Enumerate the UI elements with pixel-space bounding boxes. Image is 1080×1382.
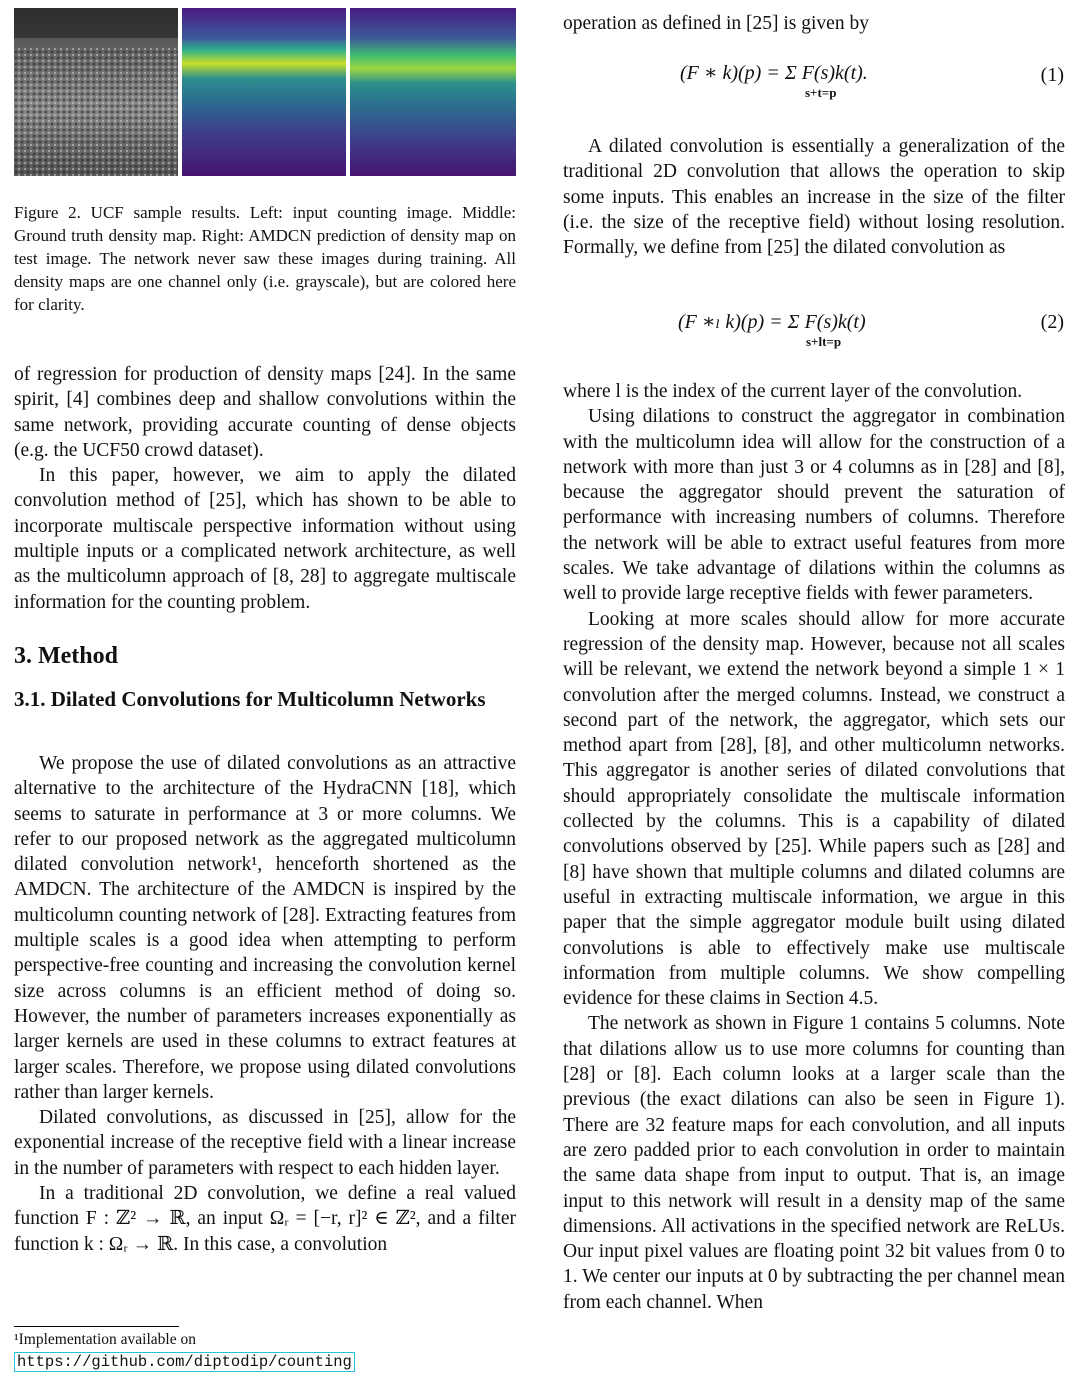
equation-2 (678, 309, 866, 350)
paragraph: of regression for production of density maps [24]. In the same spirit, [4] combines deep and shallow convolutions within the same network, providing accurate counting of dense objects (e.g. the UCF50 crowd dataset). (14, 364, 516, 461)
paragraph: Using dilations to construct the aggregator in combination with the multicolumn idea will allow for the construction of a network with more than just 3 or 4 columns as in [28] and [8], because the aggregator should prevent the saturation of performance with increasing numbers of columns. Therefore the network will be able to extract useful features from more scales. We take advantage of dilations within the columns as well to provide large receptive fields with fewer parameters. (563, 406, 1065, 605)
equation-1-subscript: s+t=p (805, 85, 837, 100)
figure-2 (14, 8, 516, 176)
paragraph: A dilated convolution is essentially a generalization of the traditional 2D convolution that allows the operation to skip some inputs. This enables an increase in the size of the filter (i.e. the size of the receptive field) without losing resolution. Formally, we define from [25] the dilated convolution as (563, 136, 1065, 259)
crowd-input-image (14, 8, 178, 176)
equation-1 (680, 60, 868, 101)
ground-truth-density-map (182, 8, 346, 176)
equation-2-number: (2) (1040, 311, 1064, 333)
equation-2-body: (F ∗ₗ k)(p) = Σ F(s)k(t) (678, 311, 866, 333)
subsection-heading: 3.1. Dilated Convolutions for Multicolumn Networks (14, 687, 486, 711)
equation-1-number: (1) (1040, 64, 1064, 86)
amdcn-prediction-density-map (350, 8, 516, 176)
paragraph: Dilated convolutions, as discussed in [25], allow for the exponential increase of the receptive field with a linear increase in the number of parameters with respect to each hidden layer. (14, 1107, 516, 1179)
paragraph: Looking at more scales should allow for more accurate regression of the density map. However, because not all scales will be relevant, we extend the network beyond a simple 1 × 1 convolution after the merged columns. Instead, we construct a second part of the network, the aggregator, which sets our method apart from [28], [8], and other multicolumn networks. This aggregator is another series of dilated convolutions that should appropriately consolidate the multiscale information collected by the columns. This is a capability of dilated convolutions observed by [25]. While papers such as [28] and [8] have shown that multiple columns and dilated columns are useful in extracting multiscale information, we argue in this paper that the simple aggregator module built using dilated convolutions is able to effectively make use multiscale information from multiple columns. We show compelling evidence for these claims in Section 4.5. (563, 608, 1065, 1010)
equation-1-body: (F ∗ k)(p) = Σ F(s)k(t). (680, 62, 868, 84)
paragraph: The network as shown in Figure 1 contains 5 columns. Note that dilations allow us to use more columns for counting than [28] or [8]. Each column looks at a larger scale than the previous (the exact dilations can also be seen in Figure 1). There are 32 feature maps for each convolution, and all inputs are zero padded prior to each convolution in order to maintain the same data shape from input to output. That is, an image input to this network will result in a density map of the same dimensions. All activations in the specified network are ReLUs. Our input pixel values are floating point 32 bit values from 0 to 1. We center our inputs at 0 by subtracting the per channel mean from each channel. When (563, 1013, 1065, 1313)
paragraph: We propose the use of dilated convolutions as an attractive alternative to the architecture of the HydraCNN [18], which seems to saturate in performance at 3 or more columns. We refer to our proposed network as the aggregated multicolumn dilated convolution network¹, henceforth shortened as the AMDCN. The architecture of the AMDCN is inspired by the multicolumn counting network of [28]. Extracting features from multiple scales is a good idea when attempting to perform perspective-free counting and increasing the convolution kernel size across columns is an efficient method of doing so. However, the number of parameters increases exponentially as larger kernels are used in these columns to extract features at larger scales. Therefore, we propose using dilated convolutions rather than larger kernels. (14, 753, 516, 1103)
footnote-label: ¹Implementation available on (14, 1331, 196, 1348)
figure-caption: Figure 2. UCF sample results. Left: input counting image. Middle: Ground truth density map. Right: AMDCN prediction of density map on test image. The network never saw these images during training. All density maps are one channel only (i.e. grayscale), but are colored here for clarity. (14, 203, 516, 314)
section-heading: 3. Method (14, 643, 118, 669)
footnote (14, 1329, 516, 1373)
footnote-rule (14, 1326, 179, 1327)
equation-2-subscript: s+lt=p (806, 334, 842, 349)
paragraph: In this paper, however, we aim to apply the dilated convolution method of [25], which has shown to be able to incorporate multiscale perspective information without using multiple inputs or a complicated network architecture, as well as the multicolumn approach of [8, 28] to aggregate multiscale information for the counting problem. (14, 465, 516, 613)
paragraph: where l is the index of the current layer of the convolution. (563, 381, 1023, 402)
paragraph: operation as defined in [25] is given by (563, 13, 869, 34)
paragraph: In a traditional 2D convolution, we define a real valued function F : ℤ² → ℝ, an input Ωᵣ = [−r, r]² ∈ ℤ², and a filter function k : Ωᵣ → ℝ. In this case, a convolution (14, 1183, 516, 1255)
repository-link[interactable]: https://github.com/diptodip/counting (14, 1352, 355, 1372)
